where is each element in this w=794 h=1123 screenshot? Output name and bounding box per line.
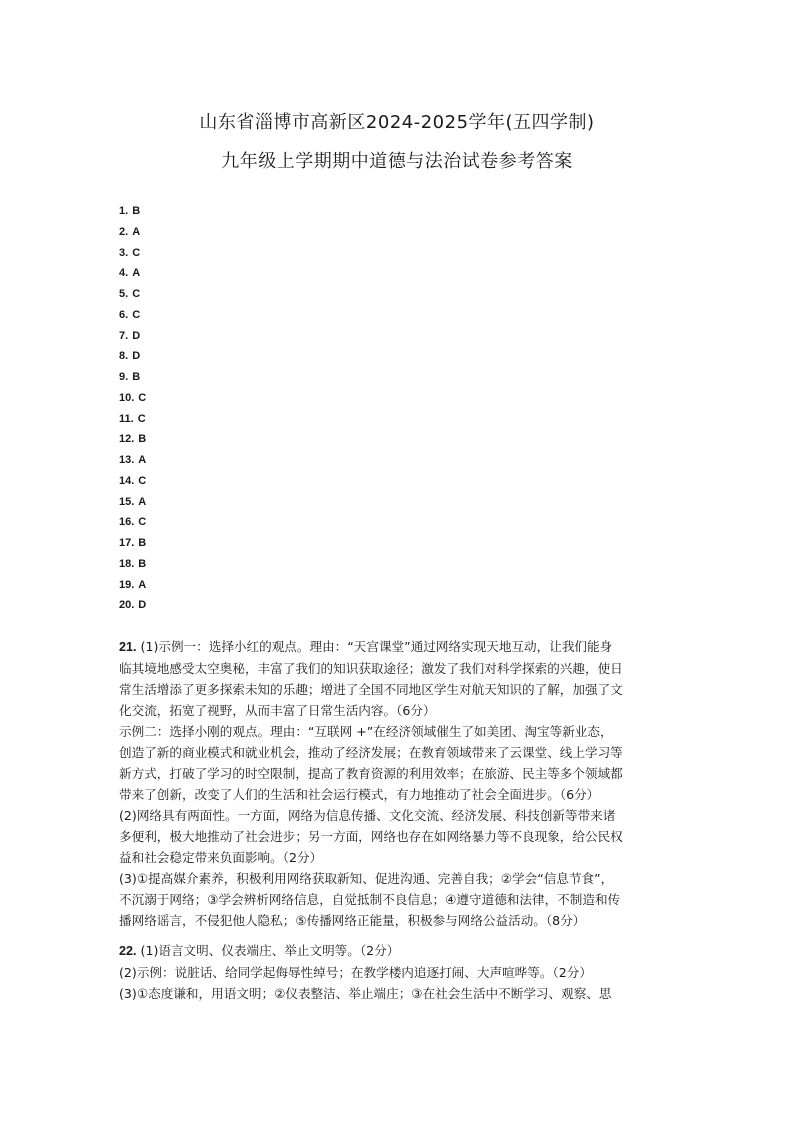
answer-number: 7. (119, 329, 129, 342)
answer-choice: B (138, 537, 147, 549)
answer-item (119, 453, 146, 474)
answer-text: 新方式，打破了学习的时空限制，提高了教育资源的利用效率；在旅游、民主等多个领域都 (119, 766, 623, 781)
answer-text: 常生活增添了更多探索未知的乐趣；增进了全国不同地区学生对航天知识的了解，加强了文 (119, 682, 623, 697)
answer-item (119, 515, 146, 536)
answer-choice: C (132, 308, 141, 321)
answer-choice: B (138, 557, 147, 570)
answer-item (119, 557, 146, 578)
answer-item (119, 308, 146, 329)
answer-line (119, 679, 689, 700)
answer-text: (3)①提高媒介素养，积极利用网络获取新知、促进沟通、完善自我；②学会“信息节食”， (119, 871, 614, 886)
answer-choice: A (132, 225, 141, 238)
answer-number: 9. (119, 371, 129, 383)
answer-choice: C (138, 474, 147, 487)
answer-line (119, 763, 689, 784)
answer-line (119, 940, 689, 962)
answer-choice: A (138, 454, 147, 466)
answer-number: 1. (119, 205, 129, 217)
question-number: 21. (119, 640, 137, 654)
multiple-choice-answer-list (119, 204, 146, 619)
answer-text: 创造了新的商业模式和就业机会，推动了经济发展；在教育领域带来了云课堂、线上学习等 (119, 745, 623, 760)
answer-item (119, 474, 146, 495)
answer-choice: C (132, 246, 141, 259)
answer-line (119, 889, 689, 910)
answer-number: 8. (119, 350, 129, 363)
answer-choice: B (132, 371, 141, 383)
answer-number: 18. (119, 557, 135, 570)
answer-number: 2. (119, 225, 129, 238)
answer-number: 17. (119, 537, 135, 549)
answer-text: 益和社会稳定带来负面影响。（2分） (119, 850, 323, 865)
answer-number: 20. (119, 599, 135, 612)
answer-number: 11. (119, 412, 134, 425)
question-number: 22. (119, 944, 137, 958)
answer-item (119, 578, 146, 599)
answer-choice: D (138, 599, 147, 612)
answer-text: 不沉溺于网络；③学会辨析网络信息，自觉抵制不良信息；④遵守道德和法律，不制造和传 (119, 892, 621, 907)
answer-number: 13. (119, 454, 135, 466)
answer-line (119, 742, 689, 763)
answer-number: 6. (119, 308, 129, 321)
answer-choice: D (132, 350, 141, 363)
answer-number: 14. (119, 474, 135, 487)
answer-choice: B (132, 205, 141, 217)
answer-number: 3. (119, 246, 129, 259)
answer-choice: A (138, 495, 147, 508)
answer-text: (2)网络具有两面性。一方面，网络为信息传播、文化交流、经济发展、科技创新等带来诸 (119, 808, 616, 823)
answer-number: 12. (119, 433, 135, 446)
answer-item (119, 391, 146, 412)
answer-line (119, 910, 689, 931)
answer-text: (3)①态度谦和，用语文明；②仪表整洁、举止端庄；③在社会生活中不断学习、观察、思 (119, 986, 612, 1001)
answer-text: (1)语言文明、仪表端庄、举止文明等。（2分） (140, 943, 400, 958)
answer-text: (2)示例：说脏话、给同学起侮辱性绰号；在教学楼内追逐打闹、大声喧哗等。（2分） (119, 965, 592, 980)
answer-text: (1)示例一：选择小红的观点。理由：“天宫课堂”通过网络实现天地互动，让我们能身 (140, 639, 613, 654)
answer-choice: A (138, 578, 147, 591)
answer-item (119, 266, 146, 287)
answer-choice: C (138, 391, 147, 404)
answer-item (119, 598, 146, 619)
answer-line (119, 983, 689, 1004)
answer-item (119, 432, 146, 453)
answer-text: 多便利，极大地推动了社会进步；另一方面，网络也存在如网络暴力等不良现象，给公民权 (119, 829, 623, 844)
answer-line (119, 658, 689, 679)
answer-choice: C (137, 412, 146, 425)
answer-number: 19. (119, 578, 135, 591)
answer-number: 16. (119, 516, 135, 529)
answer-item (119, 536, 146, 557)
answer-line (119, 721, 689, 742)
answer-choice: C (132, 288, 141, 300)
question-22-answer (119, 940, 689, 1004)
answer-line (119, 826, 689, 847)
answer-line (119, 636, 689, 658)
answer-text: 临其境地感受太空奥秘，丰富了我们的知识获取途径；激发了我们对科学探索的兴趣，使日 (119, 661, 623, 676)
answer-number: 15. (119, 495, 135, 508)
answer-text: 带来了创新，改变了人们的生活和社会运行模式，有力地推动了社会全面进步。（6分） (119, 787, 600, 802)
answer-line (119, 962, 689, 983)
answer-choice: D (132, 329, 141, 342)
answer-item (119, 246, 146, 267)
question-21-answer (119, 636, 689, 931)
answer-item (119, 225, 146, 246)
answer-choice: C (138, 516, 147, 529)
answer-line (119, 805, 689, 826)
answer-item (119, 495, 146, 516)
answer-line (119, 868, 689, 889)
document-title: 山东省淄博市高新区2024-2025学年(五四学制) (199, 112, 595, 133)
answer-item (119, 370, 146, 391)
answer-text: 播网络谣言，不侵犯他人隐私；⑤传播网络正能量，积极参与网络公益活动。（8分） (119, 913, 586, 928)
answer-line (119, 847, 689, 868)
answer-line (119, 700, 689, 721)
answer-text: 示例二：选择小刚的观点。理由：“互联网 +”在经济领域催生了如美团、淘宝等新业态， (119, 724, 613, 739)
answer-item (119, 329, 146, 350)
answer-item (119, 204, 146, 225)
answer-choice: A (132, 267, 141, 280)
answer-item (119, 287, 146, 308)
answer-number: 10. (119, 391, 135, 404)
document-subtitle: 九年级上学期期中道德与法治试卷参考答案 (221, 151, 573, 172)
answer-text: 化交流，拓宽了视野，从而丰富了日常生活内容。（6分） (119, 703, 436, 718)
answer-number: 4. (119, 267, 129, 280)
answer-line (119, 784, 689, 805)
answer-number: 5. (119, 288, 129, 300)
answer-item (119, 349, 146, 370)
answer-item (119, 412, 146, 433)
answer-choice: B (138, 433, 147, 446)
